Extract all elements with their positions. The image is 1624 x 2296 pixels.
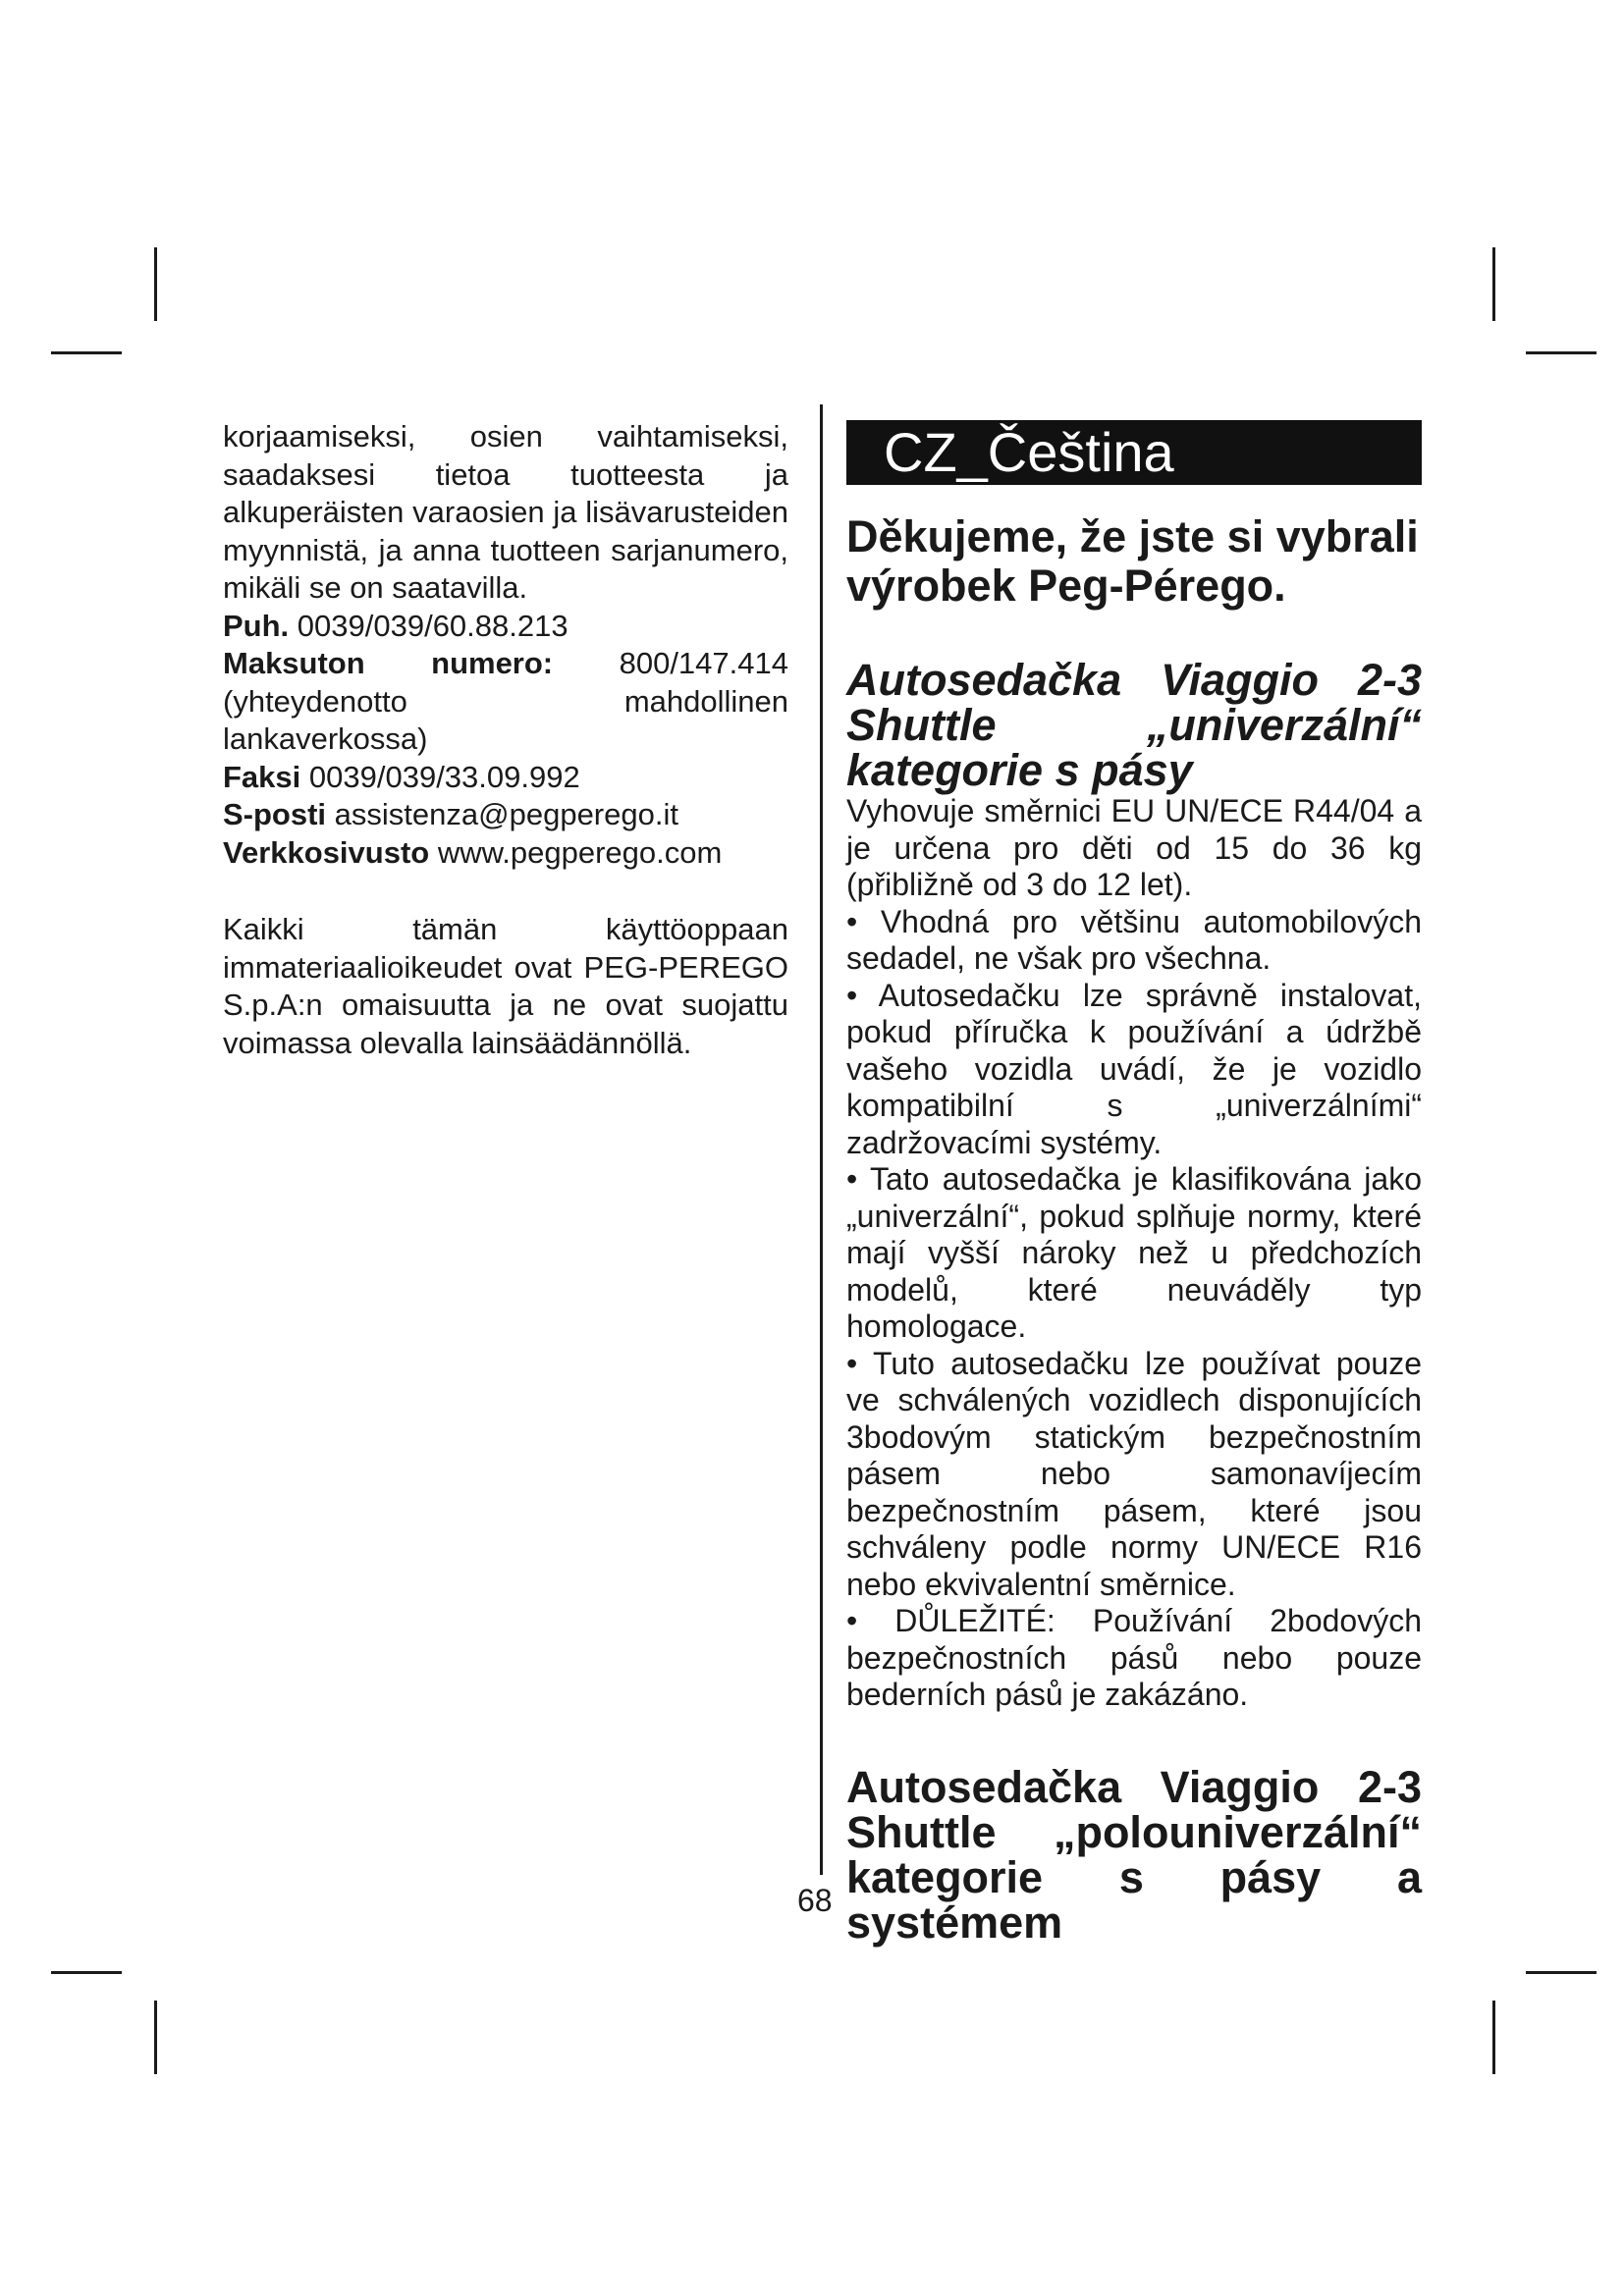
section1-paragraph: • DŮLEŽITÉ: Používání 2bodových bezpečnostních pásů nebo pouze bederních pásů je zakázáno.	[846, 1603, 1422, 1712]
section1-paragraph: • Autosedačku lze správně instalovat, pokud příručka k používání a údržbě vašeho vozidla uvádí, že je vozidlo kompatibilní s „univerzálními“ zadržovacími systémy.	[846, 977, 1422, 1160]
page-number: 68	[797, 1883, 833, 1918]
contact-free-number	[223, 645, 788, 759]
contact-email	[223, 796, 788, 834]
contact-phone	[223, 608, 788, 646]
crop-mark-top-left-horizontal	[51, 351, 122, 354]
section1-paragraph: Vyhovuje směrnici EU UN/ECE R44/04 a je určena pro děti od 15 do 36 kg (přibližně od 3 do 12 let).	[846, 793, 1422, 902]
contact-website-value: www.pegperego.com	[429, 834, 723, 870]
contact-email-label: S-posti	[223, 797, 327, 831]
contact-phone-value: 0039/039/60.88.213	[289, 608, 568, 643]
crop-mark-bottom-right-horizontal	[1526, 1971, 1597, 1974]
section1-paragraph: • Vhodná pro většinu automobilových sedadel, ne však pro všechna.	[846, 903, 1422, 976]
thanks-heading: Děkujeme, že jste si vybrali výrobek Peg-Pérego.	[846, 511, 1419, 611]
language-banner: CZ_Čeština	[846, 420, 1422, 485]
contact-website	[223, 834, 788, 873]
paragraph-spacer	[223, 872, 788, 911]
section1-title: Autosedačka Viaggio 2-3 Shuttle „univerzální“ kategorie s pásy	[846, 655, 1422, 795]
section1-paragraph: • Tato autosedačka je klasifikována jako „univerzální“, pokud splňuje normy, které mají vyšší nároky než u předchozích modelů, které neuváděly typ homologace.	[846, 1161, 1422, 1344]
crop-mark-bottom-left-horizontal	[51, 1971, 122, 1974]
crop-mark-top-right-horizontal	[1526, 351, 1597, 354]
section2-title: Autosedačka Viaggio 2-3 Shuttle „polouniverzální“ kategorie s pásy a systémem	[846, 1761, 1422, 1948]
copyright-paragraph: Kaikki tämän käyttöoppaan immateriaalioikeudet ovat PEG-PEREGO S.p.A:n omaisuutta ja ne ovat suojattu voimassa olevalla lainsäädännöllä.	[223, 912, 788, 1060]
section1-paragraph: • Tuto autosedačku lze používat pouze ve schválených vozidlech disponujících 3bodovým statickým bezpečnostním pásem nebo samonavíjecím bezpečnostním pásem, které jsou schváleny podle normy UN/ECE R16 nebo ekvivalentní směrnice.	[846, 1345, 1422, 1602]
contact-fax	[223, 759, 788, 797]
contact-email-value: assistenza@pegperego.it	[326, 797, 678, 831]
crop-mark-bottom-right-vertical	[1492, 2001, 1495, 2074]
contact-fax-label: Faksi	[223, 759, 301, 794]
intro-paragraph: korjaamiseksi, osien vaihtamiseksi, saadaksesi tietoa tuotteesta ja alkuperäisten varaosien ja lisävarusteiden myynnistä, ja anna tuotteen sarjanumero, mikäli se on saatavilla.	[223, 419, 788, 605]
contact-free-number-label: Maksuton numero:	[223, 646, 554, 680]
crop-mark-bottom-left-vertical	[154, 2001, 157, 2074]
contact-fax-value: 0039/039/33.09.992	[300, 759, 580, 794]
crop-mark-top-right-vertical	[1492, 247, 1495, 321]
contact-phone-label: Puh.	[223, 608, 290, 643]
right-column	[846, 420, 1422, 1946]
crop-mark-top-left-vertical	[154, 247, 157, 321]
contact-website-label: Verkkosivusto	[223, 834, 430, 870]
left-column	[223, 418, 788, 1062]
column-divider	[820, 404, 823, 1875]
contact-free-number-value: 800/147.414 (yhteydenotto mahdollinen lankaverkossa)	[223, 646, 788, 756]
